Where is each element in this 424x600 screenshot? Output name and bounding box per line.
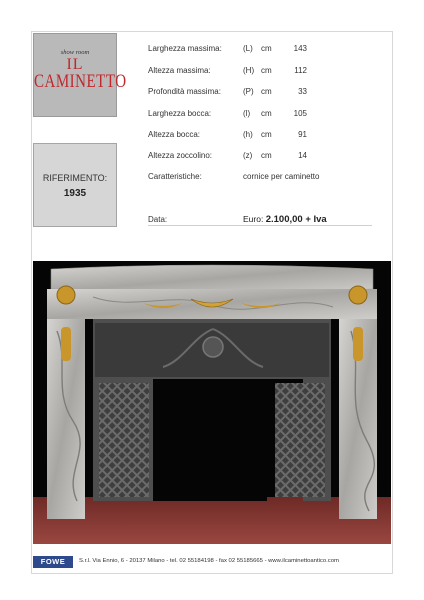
reference-box [33,143,117,227]
spec-row-profondita-massima [148,87,378,99]
date-label: Data: [148,215,168,224]
spec-row-larghezza-bocca [148,109,378,121]
spec-value: 33 [298,87,307,96]
footer-address: S.r.l. Via Ennio, 6 - 20137 Milano - tel. 02 55184198 - fax 02 55185665 - www.ilcaminettoantico.com [79,558,339,564]
spec-unit: cm [261,151,272,160]
footer-brand-logo: FOWE [33,556,73,568]
spec-symbol: (H) [243,66,255,75]
spec-name: Larghezza bocca: [148,109,212,118]
spec-unit: cm [261,44,272,53]
characteristics-value: cornice per caminetto [243,172,320,181]
price [243,214,327,225]
spec-value: 143 [293,44,307,53]
spec-value: 112 [294,66,307,75]
characteristics-label: Caratteristiche: [148,172,202,181]
spec-unit: cm [261,66,272,75]
price-amount: 2.100,00 + Iva [265,214,327,225]
reference-label: RIFERIMENTO: [42,173,108,183]
spec-name: Altezza massima: [148,66,211,75]
logo-caminetto-text: CAMINETTO [34,71,127,92]
spec-symbol: (l) [243,109,251,118]
spec-symbol: (h) [243,130,253,139]
reference-number: 1935 [63,188,87,199]
spec-row-altezza-zoccolino [148,151,378,163]
spec-row-larghezza-massima [148,44,378,56]
spec-row-altezza-massima [148,66,378,78]
spec-symbol: (L) [243,44,253,53]
spec-value: 91 [298,130,307,139]
spec-name: Larghezza massima: [148,44,222,53]
caminetto-logo [33,33,127,117]
spec-name: Altezza zoccolino: [148,151,213,160]
logo-showroom-text: show room [60,49,90,56]
logo-il-text: IL [66,56,84,73]
fireplace-photo [33,261,391,544]
spec-row-altezza-bocca [148,130,378,142]
spec-symbol: (z) [243,151,253,160]
spec-value: 14 [298,151,307,160]
price-underline [148,225,372,226]
spec-unit: cm [261,109,272,118]
spec-name: Profondità massima: [148,87,221,96]
spec-name: Altezza bocca: [148,130,201,139]
price-prefix: Euro: [243,214,264,224]
spec-value: 105 [293,109,307,118]
spec-unit: cm [261,130,272,139]
spec-unit: cm [261,87,272,96]
spec-symbol: (P) [243,87,254,96]
